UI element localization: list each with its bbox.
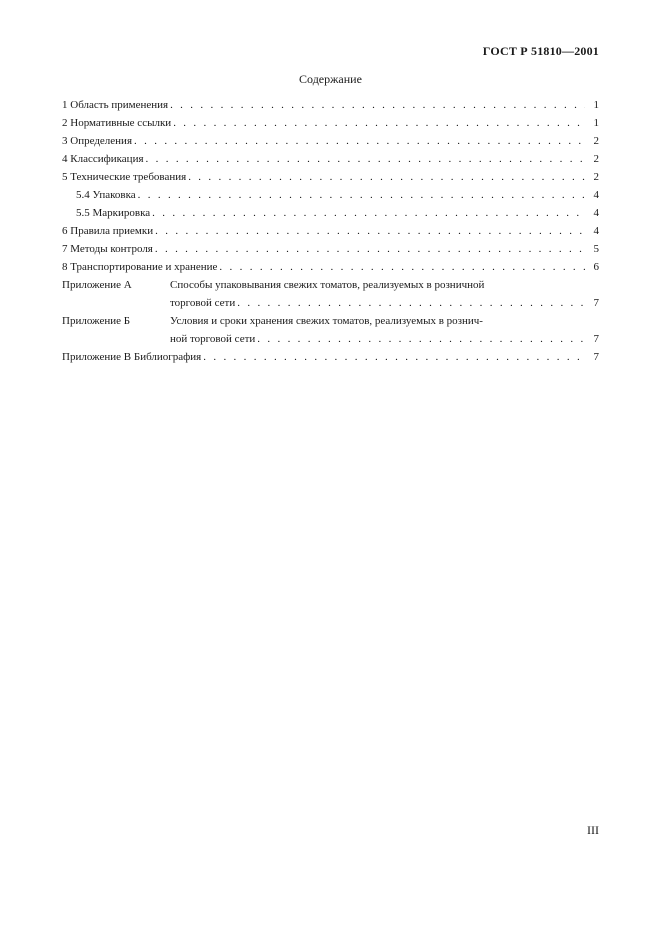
toc-entry-3[interactable] (62, 133, 599, 151)
toc-entry-page: 2 (593, 153, 599, 165)
toc-leader-dots (152, 205, 585, 221)
toc-entry-page: 4 (593, 207, 599, 219)
toc-entry-label: 8 Транспортирование и хранение (62, 261, 218, 273)
toc-leader-dots (257, 331, 585, 347)
toc-entry-page: 1 (593, 99, 599, 111)
toc-entry-8[interactable] (62, 259, 599, 277)
toc-entry-label: 4 Классификация (62, 153, 144, 165)
toc-entry-page: 2 (593, 171, 599, 183)
toc-entry-page: 6 (593, 261, 599, 273)
toc-leader-dots (134, 133, 585, 149)
toc-entry-label: 3 Определения (62, 135, 133, 147)
toc-entry-5-4[interactable] (62, 187, 599, 205)
toc-leader-dots (173, 115, 585, 131)
toc-leader-dots (219, 259, 585, 275)
toc-leader-dots (203, 349, 585, 365)
document-code: ГОСТ Р 51810—2001 (482, 44, 599, 58)
toc-entry-label: 5.4 Упаковка (76, 189, 136, 201)
toc-entry-4[interactable] (62, 151, 599, 169)
toc-entry-page: 4 (593, 225, 599, 237)
toc-leader-dots (237, 295, 585, 311)
toc-leader-dots (138, 187, 585, 203)
toc-appendix-a[interactable] (62, 277, 599, 313)
table-of-contents (62, 97, 599, 367)
toc-leader-dots (188, 169, 585, 185)
toc-leader-dots (155, 241, 585, 257)
appendix-title-line1: Условия и сроки хранения свежих томатов, реализуемых в рознич- (170, 315, 483, 327)
toc-entry-page: 7 (593, 351, 599, 363)
toc-entry-1[interactable] (62, 97, 599, 115)
toc-entry-page: 7 (593, 297, 599, 309)
toc-entry-page: 4 (593, 189, 599, 201)
appendix-title-line1: Способы упаковывания свежих томатов, реализуемых в розничной (170, 279, 485, 291)
toc-title: Содержание (299, 72, 362, 86)
toc-entry-label: Приложение В Библиография (62, 351, 202, 363)
toc-appendix-b[interactable] (62, 313, 599, 349)
toc-entry-label: 7 Методы контроля (62, 243, 153, 255)
toc-entry-page: 7 (593, 333, 599, 345)
toc-entry-5-5[interactable] (62, 205, 599, 223)
toc-entry-page: 5 (593, 243, 599, 255)
toc-entry-label: 5.5 Маркировка (76, 207, 151, 219)
toc-leader-dots (155, 223, 585, 239)
appendix-title-line2: ной торговой сети (170, 333, 256, 345)
toc-entry-label: 6 Правила приемки (62, 225, 154, 237)
toc-leader-dots (170, 97, 585, 113)
toc-entry-label: 2 Нормативные ссылки (62, 117, 172, 129)
toc-appendix-v[interactable] (62, 349, 599, 367)
toc-entry-2[interactable] (62, 115, 599, 133)
toc-entry-label: 1 Область применения (62, 99, 169, 111)
toc-entry-7[interactable] (62, 241, 599, 259)
appendix-title-line2: торговой сети (170, 297, 236, 309)
toc-entry-label: 5 Технические требования (62, 171, 187, 183)
page-number: III (587, 823, 599, 837)
toc-entry-page: 1 (593, 117, 599, 129)
toc-leader-dots (146, 151, 585, 167)
toc-entry-6[interactable] (62, 223, 599, 241)
toc-entry-page: 2 (593, 135, 599, 147)
appendix-prefix: Приложение А (62, 279, 132, 291)
appendix-prefix: Приложение Б (62, 315, 131, 327)
toc-entry-5[interactable] (62, 169, 599, 187)
